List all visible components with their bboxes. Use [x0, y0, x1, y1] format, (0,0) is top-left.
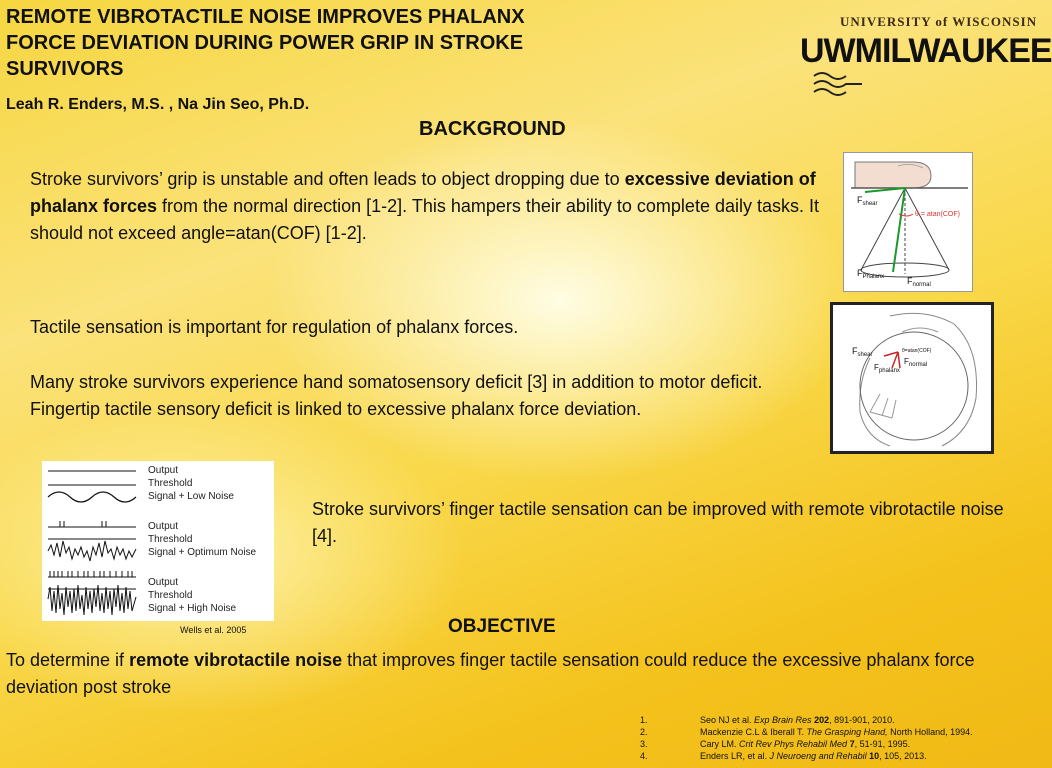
authors: Leah R. Enders, M.S. , Na Jin Seo, Ph.D. [6, 96, 310, 113]
panel1-threshold-label: Threshold [148, 478, 193, 489]
reference-item: 4. Enders LR, et al. J Neuroeng and Rehabil 10, 105, 2013. [640, 751, 927, 761]
uwm-logo [800, 12, 1052, 97]
background-paragraph-2: Tactile sensation is important for regulation of phalanx forces. [30, 317, 519, 337]
background-paragraph-1 [30, 166, 830, 247]
objective-text [6, 647, 1006, 701]
panel3-threshold-label: Threshold [148, 590, 193, 601]
references-list [640, 714, 973, 762]
reference-item: 2. Mackenzie C.L & Iberall T. The Grasping Hand, North Holland, 1994. [640, 727, 973, 737]
panel2-output-label: Output [148, 521, 179, 532]
fig2-f-normal-label: $F_{normal}$ [904, 357, 928, 368]
background-heading: BACKGROUND [419, 118, 566, 140]
finger-force-cone-figure [843, 152, 973, 292]
para1-text-a: Stroke survivors’ grip is unstable and often leads to object dropping due to [30, 169, 625, 189]
poster-title [6, 4, 686, 82]
fig1-theta-label: θ = atan(COF) [915, 211, 960, 218]
fig1-f-shear-label: $F_{shear}$ [857, 195, 878, 207]
panel1-signal-label: Signal + Low Noise [148, 491, 234, 502]
panel1-output-label: Output [148, 465, 179, 476]
logo-main-text [800, 32, 1052, 71]
objective-heading: OBJECTIVE [448, 616, 556, 637]
hand-grip-figure [830, 302, 994, 454]
figure-caption: Wells et al. 2005 [180, 625, 247, 635]
fig2-f-phalanx-label: $F_{phalanx}$ [874, 363, 900, 374]
stochastic-resonance-figure [42, 461, 274, 621]
title-line-2: FORCE DEVIATION DURING POWER GRIP IN STROKE [6, 32, 524, 54]
title-line-3: SURVIVORS [6, 58, 124, 80]
panel2-signal-label: Signal + Optimum Noise [148, 547, 257, 558]
panel3-signal-label: Signal + High Noise [148, 603, 237, 614]
fig2-f-shear-label: $F_{shear}$ [852, 346, 873, 358]
objective-text-a: To determine if [6, 650, 130, 670]
fig1-f-normal-label: $F_{normal}$ [907, 276, 931, 288]
reference-item: 3. Cary LM. Crit Rev Phys Rehabil Med 7, 51-91, 1995. [640, 739, 911, 749]
background-paragraph-3: Many stroke survivors experience hand somatosensory deficit [3] in addition to motor deficit. Fingertip tactile sensory deficit is linked to excessive phalanx force deviation. [30, 372, 763, 419]
logo-milwaukee: MILWAUKEE [854, 32, 1052, 70]
fig1-f-phalanx-label: $F_{Phalanx}$ [857, 268, 885, 280]
objective-text-b: that improves finger tactile sensation could reduce the excessive phalanx force deviation post stroke [6, 650, 975, 697]
objective-bold: remote vibrotactile noise [129, 650, 343, 670]
panel3-output-label: Output [148, 577, 179, 588]
background-paragraph-4: Stroke survivors’ finger tactile sensation can be improved with remote vibrotactile noise [4]. [312, 499, 1004, 546]
reference-item: 1. Seo NJ et al. Exp Brain Res 202, 891-901, 2010. [640, 715, 895, 725]
logo-waves-icon [812, 70, 872, 98]
panel2-threshold-label: Threshold [148, 534, 193, 545]
para1-text-b: from the normal direction [1-2]. This hampers their ability to complete daily tasks. It should not exceed angle=atan(COF) [1-2]. [30, 196, 819, 243]
para1-bold: excessive deviation of phalanx forces [30, 169, 816, 216]
logo-university-text: UNIVERSITY of WISCONSIN [840, 14, 1038, 29]
title-line-1: REMOTE VIBROTACTILE NOISE IMPROVES PHALANX [6, 6, 525, 28]
logo-uw: UW [800, 32, 855, 70]
fig2-theta-label: θ=atan(COF) [902, 348, 932, 354]
